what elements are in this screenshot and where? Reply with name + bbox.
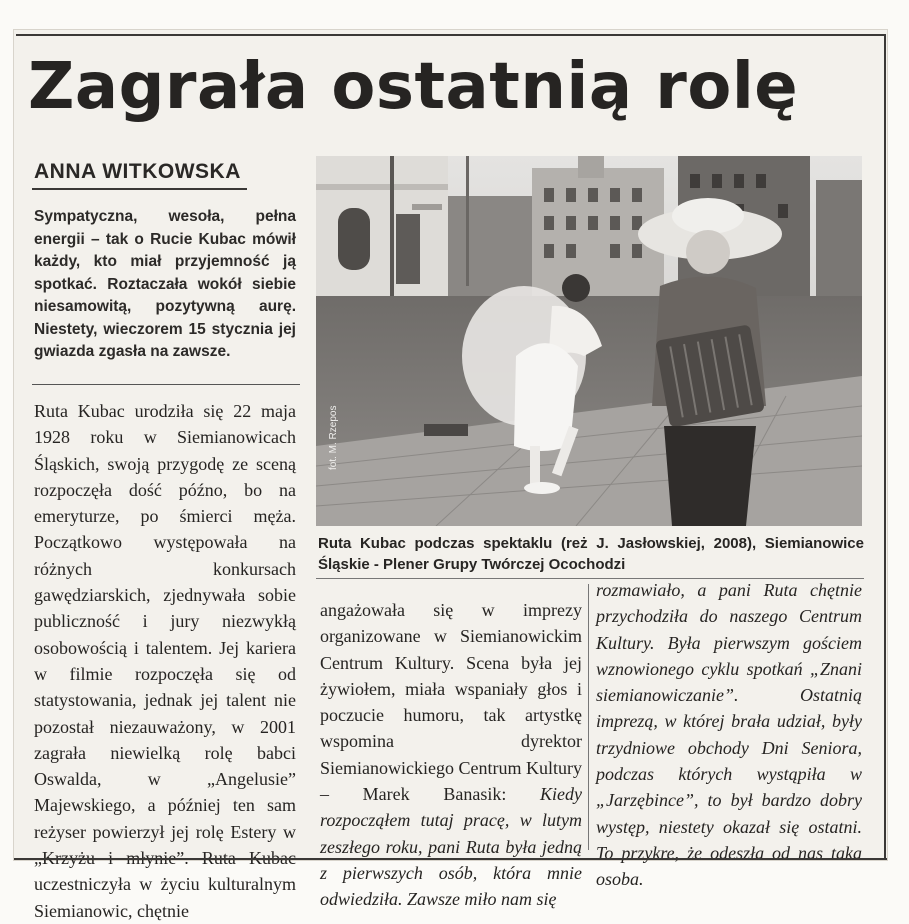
byline-underline: [32, 188, 247, 190]
top-rule: [16, 34, 886, 36]
column-2-quote: Kiedy rozpocząłem tutaj pracę, w lutym zeszłego roku, pani Ruta była jedną z pierwszych osób, która mnie odwiedziła. Zawsze miło nam się: [320, 784, 582, 910]
body-column-1: Ruta Kubac urodziła się 22 maja 1928 roku w Siemianowicach Śląskich, swoją przygodę ze sceną rozpoczęła dość późno, bo na emeryturze, po śmierci męża. Początkowo występowała na różnych konkursach gawędziarskich, zjednywała sobie publiczność i jury niezwykłą osobowością i talentem. Jej kariera w filmie rozpoczęła się od statystowania, jednak jej talent nie pozostał niezauważony, w 2001 zagrała niewielką rolę babci Oswalda, w „Angelusie” Majewskiego, a później ten sam reżyser powierzył jej rolę Estery w „Krzyżu i młynie”. Ruta Kubac uczestniczyła w życiu kulturalnym Siemianowic, chętnie: [34, 401, 296, 921]
photo-credit: fot. M. Rzepos: [328, 405, 339, 470]
lead-divider: [32, 384, 300, 385]
bottom-rule: [14, 858, 887, 860]
photo-caption: Ruta Kubac podczas spektaklu (reż J. Jasłowskiej, 2008), Siemianowice Śląskie - Plener Grupy Twórczej Ocochodzi: [318, 535, 864, 573]
photo-illustration: [316, 156, 862, 526]
article-photo: [316, 156, 862, 526]
column-2-text: angażowała się w imprezy organizowane w Siemianowickim Centrum Kultury. Scena była jej żywiołem, miała wspaniały głos i poczucie humoru, tak artystkę wspomina dyrektor Siemianowickiego Centrum Kultury – Marek Banasik:: [320, 600, 582, 805]
column-divider: [588, 584, 589, 850]
body-column-3: rozmawiało, a pani Ruta chętnie przychodziła do naszego Centrum Kultury. Była pierwszym gościem wznowionego cyklu spotkań „Znani siemianowiczanie”. Ostatnią imprezą, w której brała udział, były trzydniowe obchody Dni Seniora, podczas których wystąpiła w „Jarzębince”, to był bardzo dobry występ, niestety okazał się ostatni. To przykre, że odeszła od nas taka osoba.: [596, 580, 862, 890]
lead-paragraph: Sympatyczna, wesoła, pełna energii – tak o Rucie Kubac mówił każdy, kto miał przyjemność ją spotkać. Roztaczała wokół siebie niesamowitą, pozytywną aurę. Niestety, wieczorem 15 stycznia jej gwiazda zgasła na zawsze.: [34, 208, 296, 360]
byline: ANNA WITKOWSKA: [34, 160, 241, 183]
side-rule: [884, 34, 886, 860]
body-column-2: [320, 597, 582, 913]
headline: Zagrała ostatnią rolę: [28, 50, 799, 124]
